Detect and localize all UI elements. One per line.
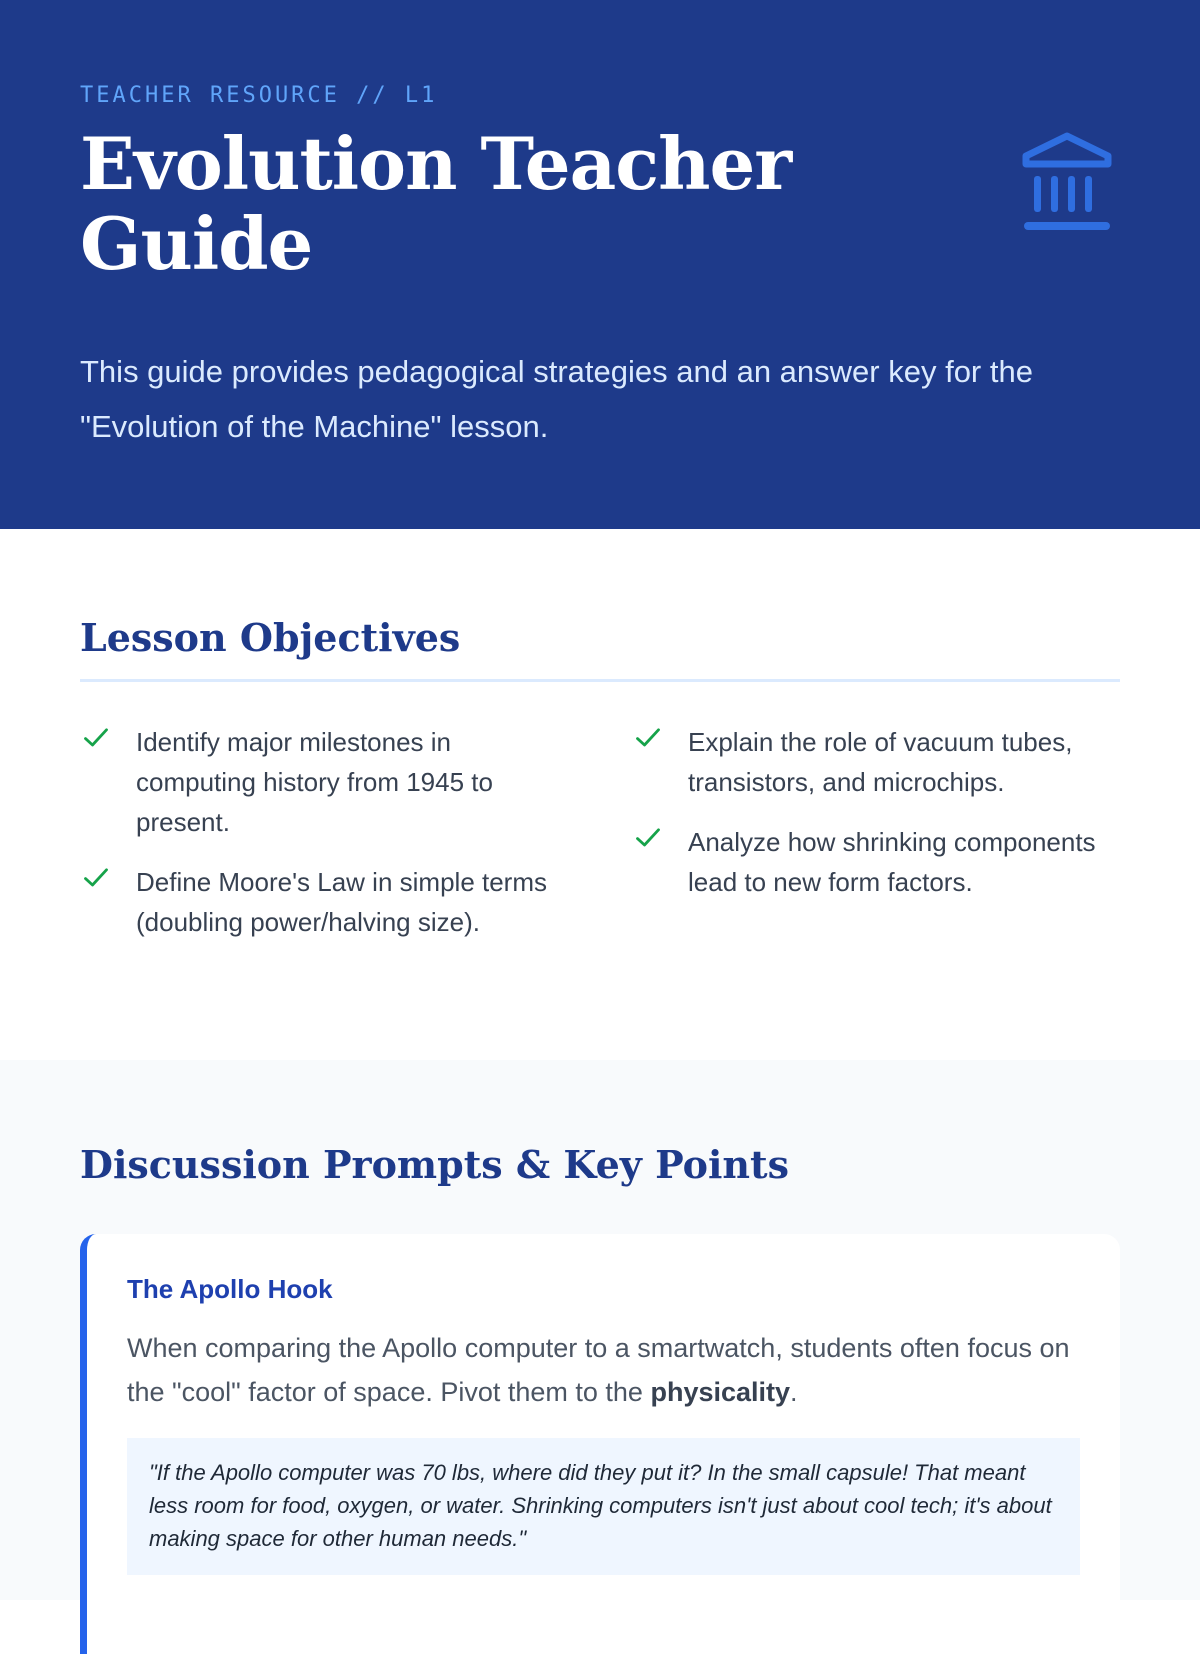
teacher-quote: "If the Apollo computer was 70 lbs, where did they put it? In the small capsule! That meant less room for food, oxygen, or water. Shrinking computers isn't just about cool tech; it's about making space for other human needs." <box>127 1438 1080 1575</box>
check-icon <box>82 864 110 892</box>
objective-text: Define Moore's Law in simple terms (doubling power/halving size). <box>136 867 547 937</box>
page-description: This guide provides pedagogical strategies and an answer key for the "Evolution of the Machine" lesson. <box>80 354 1033 444</box>
hero-header <box>0 0 1200 529</box>
discussion-heading: Discussion Prompts & Key Points <box>80 1142 789 1187</box>
card-text-emphasis: physicality <box>650 1377 791 1407</box>
lesson-objectives-section <box>0 529 1200 1060</box>
objective-item <box>80 722 568 842</box>
card-text-end: . <box>790 1377 798 1407</box>
objective-text: Identify major milestones in computing history from 1945 to present. <box>136 727 493 837</box>
bank-icon <box>1020 132 1114 236</box>
objective-text: Analyze how shrinking components lead to new form factors. <box>688 827 1096 897</box>
page-title: Evolution Teacher Guide <box>80 121 792 286</box>
eyebrow-label: TEACHER RESOURCE // L1 <box>80 83 438 108</box>
card-body <box>127 1326 1080 1414</box>
objectives-heading: Lesson Objectives <box>80 613 1120 682</box>
objective-item <box>80 862 568 942</box>
objectives-list <box>80 722 1120 942</box>
discussion-section <box>0 1060 1200 1600</box>
check-icon <box>634 824 662 852</box>
card-text-intro: When comparing the Apollo computer to a smartwatch, students often focus on the "cool" factor of space. Pivot them to the <box>127 1333 1070 1407</box>
check-icon <box>82 724 110 752</box>
prompt-card <box>80 1234 1120 1654</box>
objective-item <box>632 822 1120 902</box>
objective-item <box>632 722 1120 802</box>
card-title: The Apollo Hook <box>127 1274 333 1304</box>
objective-text: Explain the role of vacuum tubes, transistors, and microchips. <box>688 727 1073 797</box>
check-icon <box>634 724 662 752</box>
